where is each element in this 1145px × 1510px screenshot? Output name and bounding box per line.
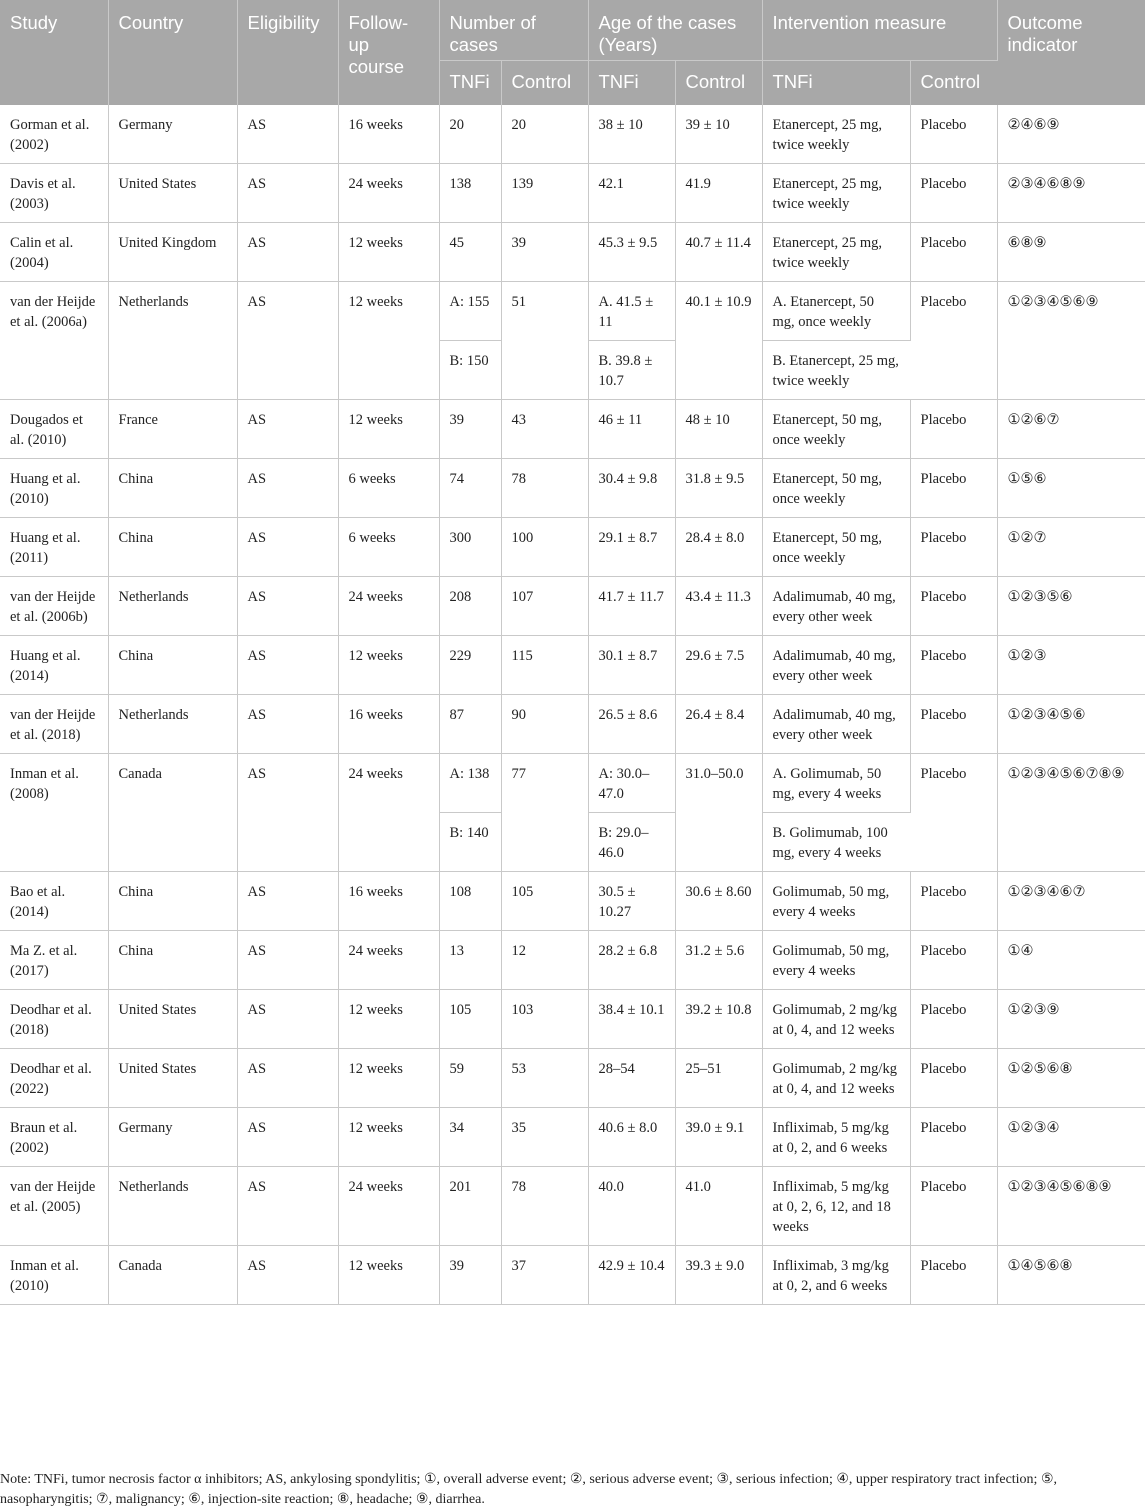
cell-eligibility: AS bbox=[237, 1246, 338, 1305]
cell-intervention-control: Placebo bbox=[910, 1108, 997, 1167]
cell-cases-tnfi: 39 bbox=[439, 400, 501, 459]
cell-eligibility: AS bbox=[237, 1167, 338, 1246]
cell-intervention-control: Placebo bbox=[910, 990, 997, 1049]
cell-intervention-tnfi-a: A. Etanercept, 50 mg, once weekly bbox=[762, 282, 910, 341]
cell-study: Davis et al. (2003) bbox=[0, 164, 108, 223]
cell-age-control: 30.6 ± 8.60 bbox=[675, 872, 762, 931]
cell-cases-control: 100 bbox=[501, 518, 588, 577]
cell-country: China bbox=[108, 931, 237, 990]
cell-country: Canada bbox=[108, 1246, 237, 1305]
cell-intervention-control: Placebo bbox=[910, 695, 997, 754]
cell-cases-control: 77 bbox=[501, 754, 588, 872]
cell-age-tnfi: 28.2 ± 6.8 bbox=[588, 931, 675, 990]
cell-outcome: ①④⑤⑥⑧ bbox=[997, 1246, 1145, 1305]
cell-followup: 12 weeks bbox=[338, 282, 439, 400]
cell-study: Braun et al. (2002) bbox=[0, 1108, 108, 1167]
cell-intervention-tnfi: Adalimumab, 40 mg, every other week bbox=[762, 636, 910, 695]
cell-outcome: ②③④⑥⑧⑨ bbox=[997, 164, 1145, 223]
cell-followup: 24 weeks bbox=[338, 931, 439, 990]
col-header-intervention: Intervention measure bbox=[762, 0, 997, 61]
cell-age-control: 31.2 ± 5.6 bbox=[675, 931, 762, 990]
cell-eligibility: AS bbox=[237, 754, 338, 872]
cell-eligibility: AS bbox=[237, 105, 338, 164]
cell-intervention-tnfi-b: B. Golimumab, 100 mg, every 4 weeks bbox=[762, 813, 910, 872]
cell-age-control: 40.7 ± 11.4 bbox=[675, 223, 762, 282]
cell-outcome: ①②③⑤⑥ bbox=[997, 577, 1145, 636]
cell-cases-control: 107 bbox=[501, 577, 588, 636]
cell-intervention-control: Placebo bbox=[910, 577, 997, 636]
cell-cases-tnfi: 201 bbox=[439, 1167, 501, 1246]
cell-age-control: 41.9 bbox=[675, 164, 762, 223]
cell-age-control: 39 ± 10 bbox=[675, 105, 762, 164]
table-row bbox=[0, 282, 1145, 341]
cell-cases-control: 20 bbox=[501, 105, 588, 164]
cell-cases-tnfi: 59 bbox=[439, 1049, 501, 1108]
cell-cases-tnfi: 39 bbox=[439, 1246, 501, 1305]
cell-age-tnfi: 30.1 ± 8.7 bbox=[588, 636, 675, 695]
cell-outcome: ①②③⑨ bbox=[997, 990, 1145, 1049]
cell-intervention-tnfi: Infliximab, 5 mg/kg at 0, 2, and 6 weeks bbox=[762, 1108, 910, 1167]
cell-cases-control: 39 bbox=[501, 223, 588, 282]
table-row bbox=[0, 223, 1145, 282]
table-row bbox=[0, 695, 1145, 754]
cell-age-tnfi: 26.5 ± 8.6 bbox=[588, 695, 675, 754]
cell-country: Netherlands bbox=[108, 695, 237, 754]
cell-age-control: 31.0–50.0 bbox=[675, 754, 762, 872]
table-row bbox=[0, 459, 1145, 518]
cell-age-tnfi: 42.9 ± 10.4 bbox=[588, 1246, 675, 1305]
cell-study: Deodhar et al. (2018) bbox=[0, 990, 108, 1049]
cell-age-tnfi: 41.7 ± 11.7 bbox=[588, 577, 675, 636]
cell-cases-control: 37 bbox=[501, 1246, 588, 1305]
subheader-intervention-tnfi: TNFi bbox=[762, 61, 910, 106]
cell-cases-tnfi: 34 bbox=[439, 1108, 501, 1167]
cell-cases-control: 139 bbox=[501, 164, 588, 223]
cell-outcome: ①②③④⑥⑦ bbox=[997, 872, 1145, 931]
cell-intervention-tnfi: Infliximab, 3 mg/kg at 0, 2, and 6 weeks bbox=[762, 1246, 910, 1305]
table-row bbox=[0, 1049, 1145, 1108]
cell-followup: 24 weeks bbox=[338, 577, 439, 636]
table-row bbox=[0, 164, 1145, 223]
cell-age-control: 39.0 ± 9.1 bbox=[675, 1108, 762, 1167]
cell-age-tnfi-b: B: 29.0–46.0 bbox=[588, 813, 675, 872]
cell-study: Deodhar et al. (2022) bbox=[0, 1049, 108, 1108]
cell-eligibility: AS bbox=[237, 931, 338, 990]
cell-cases-tnfi: 45 bbox=[439, 223, 501, 282]
cell-country: Netherlands bbox=[108, 282, 237, 400]
cell-eligibility: AS bbox=[237, 990, 338, 1049]
cell-age-tnfi: 38.4 ± 10.1 bbox=[588, 990, 675, 1049]
cell-age-tnfi-a: A: 30.0–47.0 bbox=[588, 754, 675, 813]
cell-eligibility: AS bbox=[237, 164, 338, 223]
cell-cases-tnfi-a: A: 155 bbox=[439, 282, 501, 341]
cell-cases-control: 78 bbox=[501, 459, 588, 518]
cell-intervention-control: Placebo bbox=[910, 1246, 997, 1305]
table-footnote: Note: TNFi, tumor necrosis factor α inhibitors; AS, ankylosing spondylitis; ①, overall adverse event; ②, serious adverse event; ③, serious infection; ④, upper respiratory tract infection; ⑤, nasopharyngitis; ⑦, malignancy; ⑥, injection-site reaction; ⑧, headache; ⑨, diarrhea. bbox=[0, 1472, 1057, 1507]
cell-intervention-tnfi: Etanercept, 50 mg, once weekly bbox=[762, 518, 910, 577]
cell-intervention-control: Placebo bbox=[910, 1049, 997, 1108]
cell-cases-tnfi: 300 bbox=[439, 518, 501, 577]
cell-followup: 12 weeks bbox=[338, 1108, 439, 1167]
subheader-intervention-control: Control bbox=[910, 61, 997, 106]
table-row bbox=[0, 636, 1145, 695]
cell-cases-tnfi: 105 bbox=[439, 990, 501, 1049]
cell-intervention-tnfi: Infliximab, 5 mg/kg at 0, 2, 6, 12, and 18 weeks bbox=[762, 1167, 910, 1246]
cell-intervention-tnfi: Golimumab, 2 mg/kg at 0, 4, and 12 weeks bbox=[762, 1049, 910, 1108]
cell-age-control: 43.4 ± 11.3 bbox=[675, 577, 762, 636]
cell-followup: 6 weeks bbox=[338, 459, 439, 518]
cell-cases-tnfi: 20 bbox=[439, 105, 501, 164]
cell-study: Inman et al. (2010) bbox=[0, 1246, 108, 1305]
cell-country: Germany bbox=[108, 105, 237, 164]
cell-study: Bao et al. (2014) bbox=[0, 872, 108, 931]
cell-age-control: 39.2 ± 10.8 bbox=[675, 990, 762, 1049]
cell-age-control: 39.3 ± 9.0 bbox=[675, 1246, 762, 1305]
cell-outcome: ①②③④⑤⑥⑧⑨ bbox=[997, 1167, 1145, 1246]
cell-age-control: 29.6 ± 7.5 bbox=[675, 636, 762, 695]
cell-country: Germany bbox=[108, 1108, 237, 1167]
cell-age-tnfi-a: A. 41.5 ± 11 bbox=[588, 282, 675, 341]
cell-followup: 16 weeks bbox=[338, 695, 439, 754]
cell-cases-control: 103 bbox=[501, 990, 588, 1049]
cell-followup: 16 weeks bbox=[338, 105, 439, 164]
cell-followup: 24 weeks bbox=[338, 754, 439, 872]
cell-age-control: 48 ± 10 bbox=[675, 400, 762, 459]
cell-country: United Kingdom bbox=[108, 223, 237, 282]
cell-study: Gorman et al. (2002) bbox=[0, 105, 108, 164]
table-row bbox=[0, 1108, 1145, 1167]
cell-age-control: 31.8 ± 9.5 bbox=[675, 459, 762, 518]
cell-intervention-tnfi: Golimumab, 50 mg, every 4 weeks bbox=[762, 872, 910, 931]
cell-intervention-tnfi: Golimumab, 2 mg/kg at 0, 4, and 12 weeks bbox=[762, 990, 910, 1049]
cell-cases-tnfi-b: B: 140 bbox=[439, 813, 501, 872]
table-row bbox=[0, 105, 1145, 164]
cell-intervention-control: Placebo bbox=[910, 105, 997, 164]
cell-study: Dougados et al. (2010) bbox=[0, 400, 108, 459]
cell-outcome: ②④⑥⑨ bbox=[997, 105, 1145, 164]
cell-intervention-tnfi: Adalimumab, 40 mg, every other week bbox=[762, 695, 910, 754]
cell-intervention-tnfi: Etanercept, 50 mg, once weekly bbox=[762, 400, 910, 459]
cell-cases-tnfi-b: B: 150 bbox=[439, 341, 501, 400]
col-header-outcome: Outcome indicator bbox=[997, 0, 1145, 105]
cell-followup: 16 weeks bbox=[338, 872, 439, 931]
cell-cases-tnfi: 208 bbox=[439, 577, 501, 636]
cell-followup: 12 weeks bbox=[338, 223, 439, 282]
cell-followup: 12 weeks bbox=[338, 1246, 439, 1305]
subheader-cases-tnfi: TNFi bbox=[439, 61, 501, 106]
cell-cases-control: 35 bbox=[501, 1108, 588, 1167]
cell-intervention-control: Placebo bbox=[910, 164, 997, 223]
cell-intervention-tnfi: Etanercept, 25 mg, twice weekly bbox=[762, 105, 910, 164]
cell-cases-control: 12 bbox=[501, 931, 588, 990]
cell-country: China bbox=[108, 636, 237, 695]
cell-followup: 12 weeks bbox=[338, 636, 439, 695]
cell-age-tnfi: 40.6 ± 8.0 bbox=[588, 1108, 675, 1167]
cell-study: van der Heijde et al. (2005) bbox=[0, 1167, 108, 1246]
cell-age-control: 40.1 ± 10.9 bbox=[675, 282, 762, 400]
cell-intervention-control: Placebo bbox=[910, 518, 997, 577]
cell-followup: 12 weeks bbox=[338, 400, 439, 459]
cell-followup: 12 weeks bbox=[338, 990, 439, 1049]
subheader-age-tnfi: TNFi bbox=[588, 61, 675, 106]
cell-cases-tnfi: 108 bbox=[439, 872, 501, 931]
cell-eligibility: AS bbox=[237, 400, 338, 459]
cell-outcome: ①②③④⑤⑥⑦⑧⑨ bbox=[997, 754, 1145, 872]
cell-country: France bbox=[108, 400, 237, 459]
cell-cases-control: 43 bbox=[501, 400, 588, 459]
cell-country: United States bbox=[108, 990, 237, 1049]
cell-study: van der Heijde et al. (2006b) bbox=[0, 577, 108, 636]
table-row bbox=[0, 754, 1145, 813]
cell-intervention-tnfi: Etanercept, 25 mg, twice weekly bbox=[762, 223, 910, 282]
cell-intervention-control: Placebo bbox=[910, 636, 997, 695]
subheader-cases-control: Control bbox=[501, 61, 588, 106]
cell-cases-tnfi-a: A: 138 bbox=[439, 754, 501, 813]
cell-cases-control: 90 bbox=[501, 695, 588, 754]
table-row bbox=[0, 518, 1145, 577]
table-row bbox=[0, 931, 1145, 990]
cell-eligibility: AS bbox=[237, 282, 338, 400]
table-row bbox=[0, 872, 1145, 931]
cell-study: van der Heijde et al. (2006a) bbox=[0, 282, 108, 400]
cell-country: China bbox=[108, 872, 237, 931]
cell-age-tnfi: 38 ± 10 bbox=[588, 105, 675, 164]
cell-country: China bbox=[108, 518, 237, 577]
cell-age-tnfi-b: B. 39.8 ± 10.7 bbox=[588, 341, 675, 400]
cell-age-tnfi: 29.1 ± 8.7 bbox=[588, 518, 675, 577]
cell-intervention-tnfi: Adalimumab, 40 mg, every other week bbox=[762, 577, 910, 636]
col-header-eligibility: Eligibility bbox=[237, 0, 338, 105]
cell-intervention-tnfi: Etanercept, 25 mg, twice weekly bbox=[762, 164, 910, 223]
cell-cases-tnfi: 229 bbox=[439, 636, 501, 695]
cell-intervention-control: Placebo bbox=[910, 754, 997, 872]
cell-cases-control: 78 bbox=[501, 1167, 588, 1246]
cell-country: United States bbox=[108, 1049, 237, 1108]
table-row bbox=[0, 1246, 1145, 1305]
cell-study: Huang et al. (2014) bbox=[0, 636, 108, 695]
cell-age-tnfi: 28–54 bbox=[588, 1049, 675, 1108]
cell-cases-tnfi: 74 bbox=[439, 459, 501, 518]
cell-age-control: 41.0 bbox=[675, 1167, 762, 1246]
cell-intervention-control: Placebo bbox=[910, 400, 997, 459]
cell-country: Netherlands bbox=[108, 1167, 237, 1246]
cell-age-tnfi: 45.3 ± 9.5 bbox=[588, 223, 675, 282]
cell-country: Netherlands bbox=[108, 577, 237, 636]
cell-cases-tnfi: 138 bbox=[439, 164, 501, 223]
cell-eligibility: AS bbox=[237, 223, 338, 282]
cell-intervention-control: Placebo bbox=[910, 931, 997, 990]
cell-followup: 6 weeks bbox=[338, 518, 439, 577]
cell-intervention-control: Placebo bbox=[910, 223, 997, 282]
cell-intervention-control: Placebo bbox=[910, 872, 997, 931]
cell-country: Canada bbox=[108, 754, 237, 872]
cell-country: United States bbox=[108, 164, 237, 223]
cell-outcome: ①②⑦ bbox=[997, 518, 1145, 577]
cell-cases-control: 51 bbox=[501, 282, 588, 400]
cell-cases-tnfi: 13 bbox=[439, 931, 501, 990]
cell-study: Calin et al. (2004) bbox=[0, 223, 108, 282]
cell-intervention-tnfi-b: B. Etanercept, 25 mg, twice weekly bbox=[762, 341, 910, 400]
col-header-study: Study bbox=[0, 0, 108, 105]
cell-eligibility: AS bbox=[237, 1108, 338, 1167]
cell-eligibility: AS bbox=[237, 518, 338, 577]
cell-cases-control: 115 bbox=[501, 636, 588, 695]
cell-outcome: ①②⑤⑥⑧ bbox=[997, 1049, 1145, 1108]
cell-age-tnfi: 30.4 ± 9.8 bbox=[588, 459, 675, 518]
cell-intervention-control: Placebo bbox=[910, 459, 997, 518]
table-row bbox=[0, 577, 1145, 636]
cell-outcome: ①②③④⑤⑥ bbox=[997, 695, 1145, 754]
cell-study: van der Heijde et al. (2018) bbox=[0, 695, 108, 754]
cell-outcome: ①②③④⑤⑥⑨ bbox=[997, 282, 1145, 400]
cell-cases-tnfi: 87 bbox=[439, 695, 501, 754]
cell-cases-control: 105 bbox=[501, 872, 588, 931]
cell-eligibility: AS bbox=[237, 695, 338, 754]
cell-outcome: ①④ bbox=[997, 931, 1145, 990]
cell-intervention-tnfi-a: A. Golimumab, 50 mg, every 4 weeks bbox=[762, 754, 910, 813]
cell-followup: 12 weeks bbox=[338, 1049, 439, 1108]
table-row bbox=[0, 400, 1145, 459]
cell-age-tnfi: 40.0 bbox=[588, 1167, 675, 1246]
cell-study: Inman et al. (2008) bbox=[0, 754, 108, 872]
table-row bbox=[0, 990, 1145, 1049]
cell-cases-control: 53 bbox=[501, 1049, 588, 1108]
cell-outcome: ①②③ bbox=[997, 636, 1145, 695]
cell-age-control: 25–51 bbox=[675, 1049, 762, 1108]
col-header-number-of-cases: Number of cases bbox=[439, 0, 588, 61]
cell-outcome: ①⑤⑥ bbox=[997, 459, 1145, 518]
cell-eligibility: AS bbox=[237, 577, 338, 636]
cell-intervention-tnfi: Etanercept, 50 mg, once weekly bbox=[762, 459, 910, 518]
cell-eligibility: AS bbox=[237, 459, 338, 518]
cell-eligibility: AS bbox=[237, 1049, 338, 1108]
col-header-country: Country bbox=[108, 0, 237, 105]
col-header-followup: Follow-up course bbox=[338, 0, 439, 105]
cell-country: China bbox=[108, 459, 237, 518]
cell-age-tnfi: 30.5 ± 10.27 bbox=[588, 872, 675, 931]
cell-eligibility: AS bbox=[237, 636, 338, 695]
cell-intervention-control: Placebo bbox=[910, 1167, 997, 1246]
cell-study: Ma Z. et al. (2017) bbox=[0, 931, 108, 990]
col-header-age-of-cases: Age of the cases (Years) bbox=[588, 0, 762, 61]
subheader-age-control: Control bbox=[675, 61, 762, 106]
table-row bbox=[0, 1167, 1145, 1246]
header-row bbox=[0, 0, 1145, 61]
cell-outcome: ①②⑥⑦ bbox=[997, 400, 1145, 459]
cell-outcome: ⑥⑧⑨ bbox=[997, 223, 1145, 282]
cell-followup: 24 weeks bbox=[338, 164, 439, 223]
cell-outcome: ①②③④ bbox=[997, 1108, 1145, 1167]
cell-intervention-control: Placebo bbox=[910, 282, 997, 400]
cell-study: Huang et al. (2010) bbox=[0, 459, 108, 518]
cell-age-tnfi: 42.1 bbox=[588, 164, 675, 223]
cell-age-tnfi: 46 ± 11 bbox=[588, 400, 675, 459]
cell-age-control: 26.4 ± 8.4 bbox=[675, 695, 762, 754]
cell-study: Huang et al. (2011) bbox=[0, 518, 108, 577]
cell-followup: 24 weeks bbox=[338, 1167, 439, 1246]
cell-intervention-tnfi: Golimumab, 50 mg, every 4 weeks bbox=[762, 931, 910, 990]
cell-eligibility: AS bbox=[237, 872, 338, 931]
cell-age-control: 28.4 ± 8.0 bbox=[675, 518, 762, 577]
